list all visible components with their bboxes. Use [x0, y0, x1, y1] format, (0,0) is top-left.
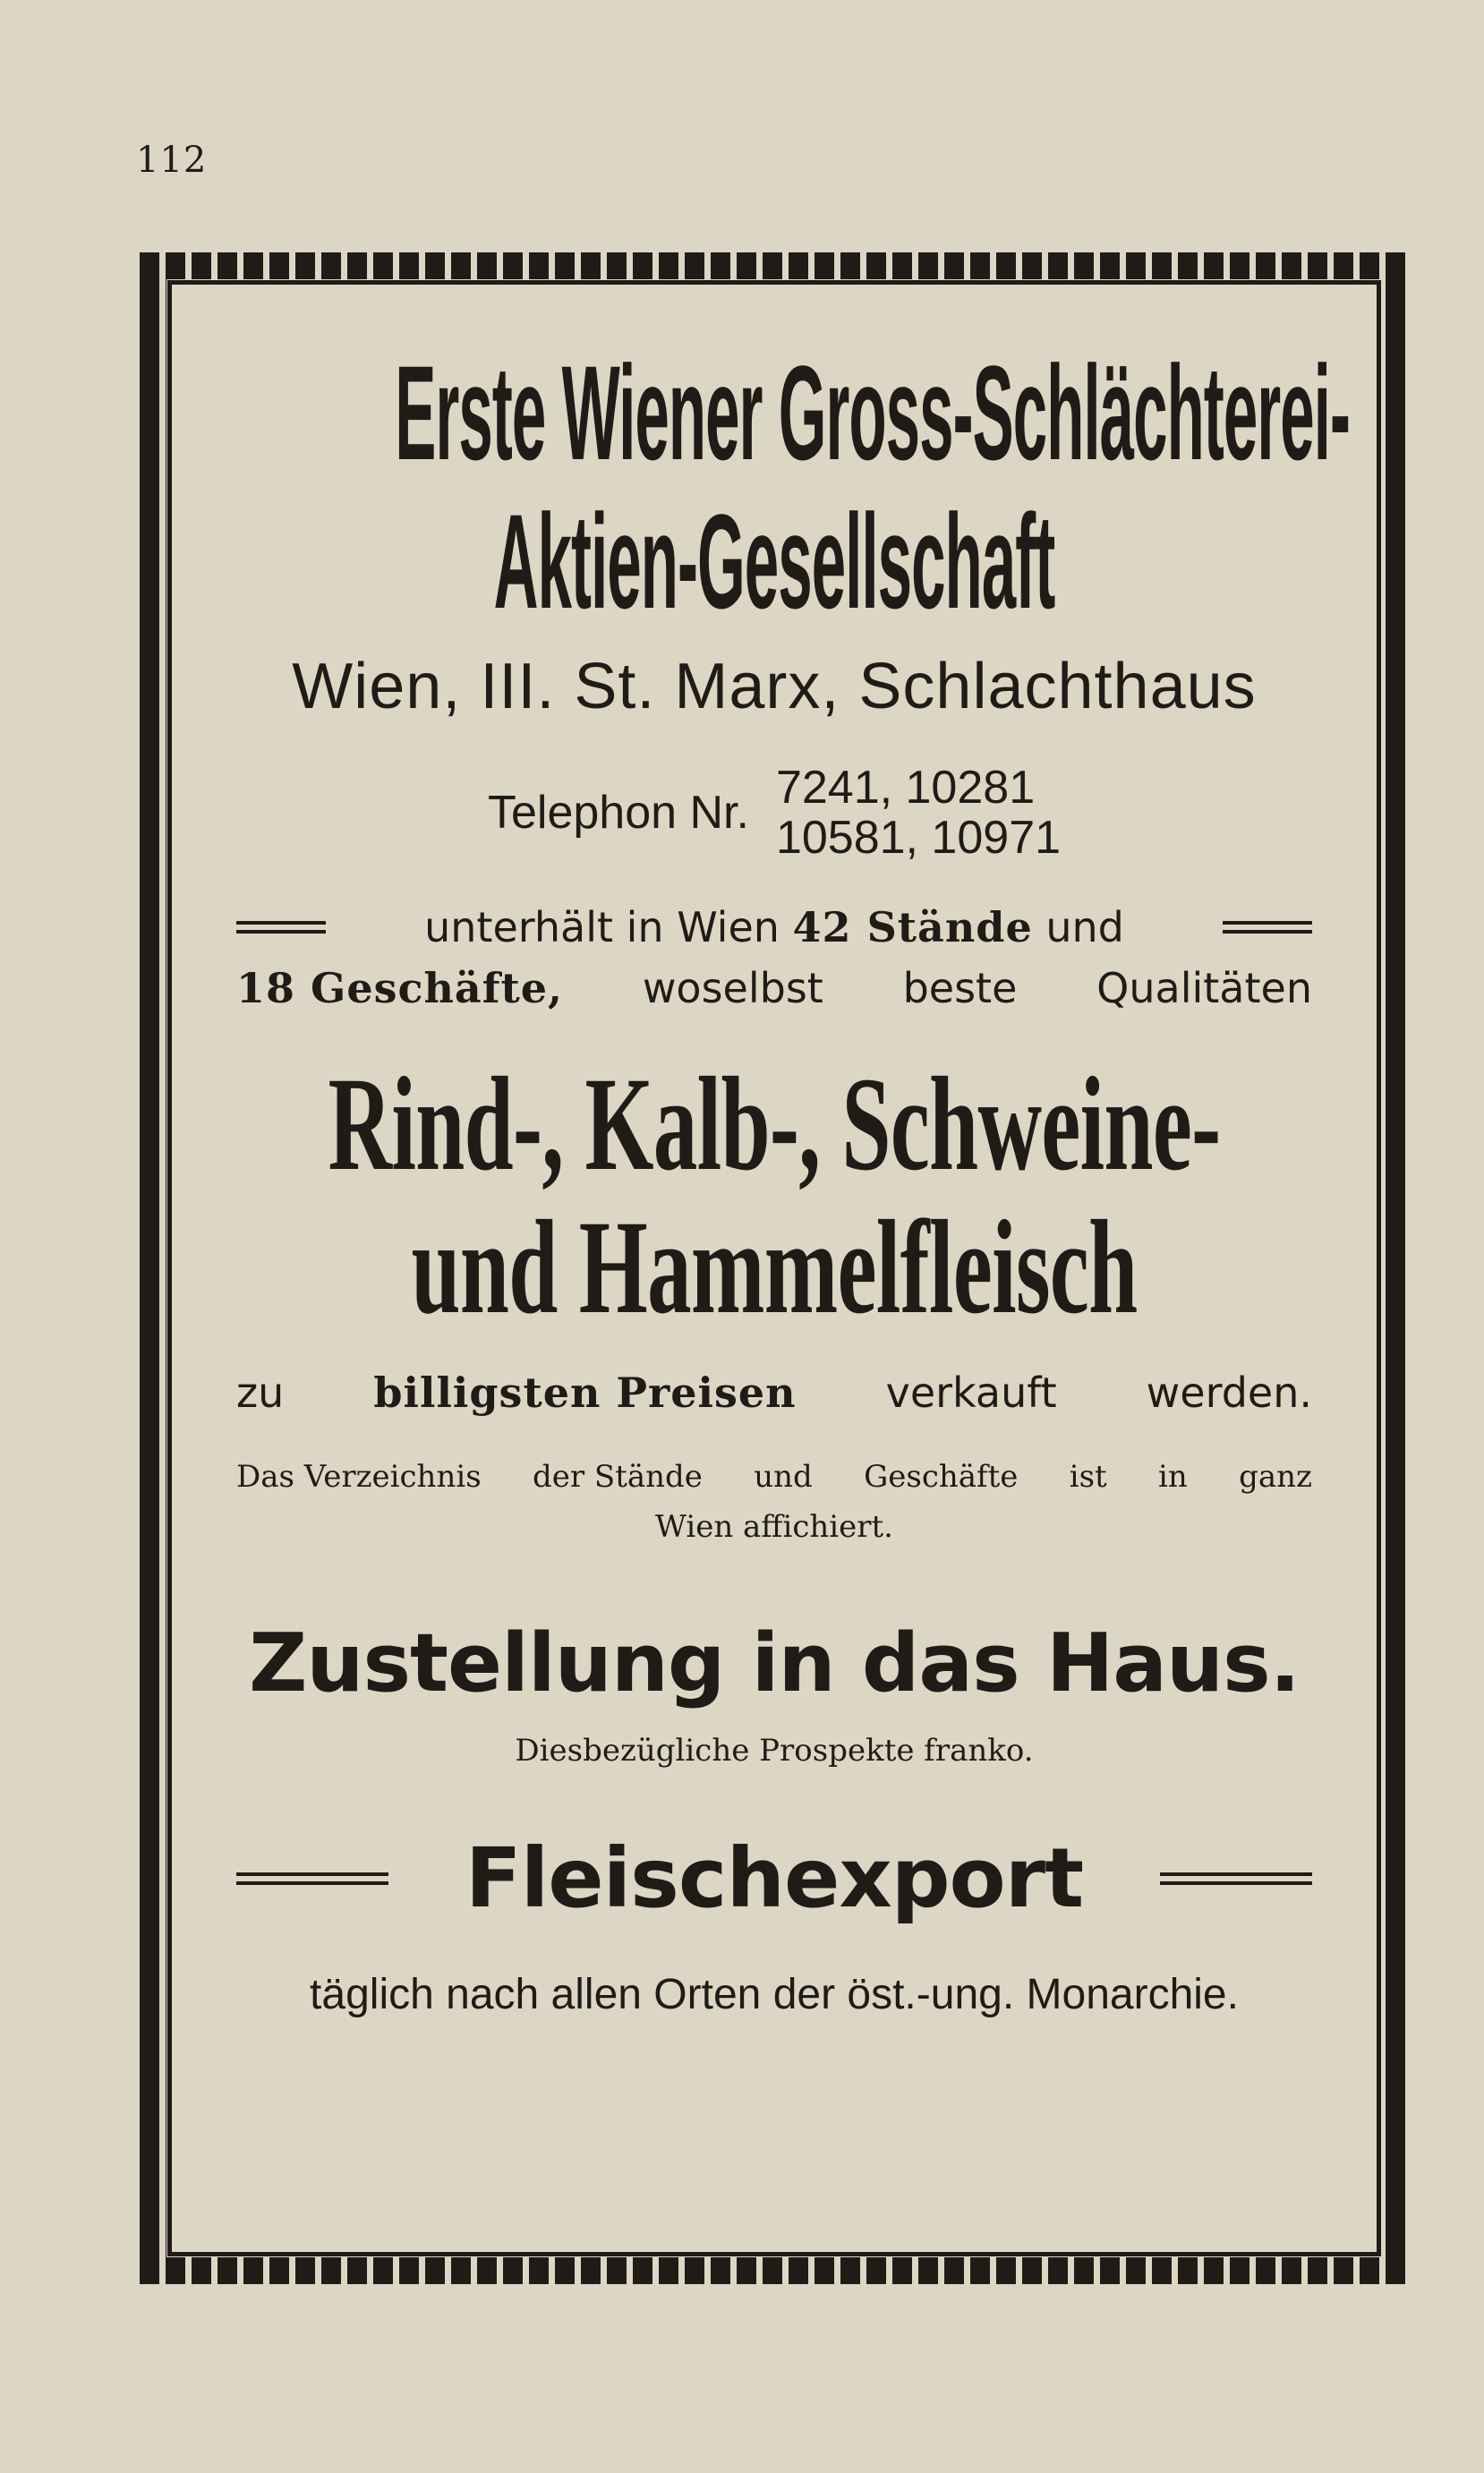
- price-text-d: werden.: [1146, 1369, 1312, 1417]
- note-word: ist: [1069, 1459, 1107, 1495]
- double-rule-right: [1160, 1872, 1312, 1885]
- export-line: [236, 1829, 1312, 1928]
- telephone-numbers: [776, 763, 1061, 863]
- page-number: 112: [136, 140, 208, 181]
- note-word: und: [754, 1459, 813, 1495]
- advertisement: [172, 285, 1377, 2252]
- meat-types-line2: und Hammelfleisch: [411, 1193, 1138, 1342]
- double-rule-left: [236, 1872, 388, 1885]
- telephone-numbers-line2: 10581, 10971: [775, 812, 1062, 864]
- shops-text-d: Qualitäten: [1096, 964, 1312, 1012]
- stands-text-c: und: [1045, 903, 1124, 951]
- note-word: ganz: [1239, 1459, 1312, 1495]
- shops-count: 18 Geschäfte,: [236, 964, 564, 1012]
- delivery-heading: Zustellung in das Haus.: [249, 1616, 1300, 1710]
- stands-text-a: unterhält in Wien: [424, 903, 780, 951]
- note-word: Geschäfte: [864, 1459, 1019, 1495]
- note-word: der Stände: [532, 1459, 703, 1495]
- telephone-numbers-line1: 7241, 10281: [775, 762, 1036, 814]
- shops-text-c: beste: [902, 964, 1018, 1012]
- firm-name-line2: Aktien-Gesellschaft: [493, 486, 1055, 636]
- price-line: [236, 1364, 1312, 1421]
- note-word: in: [1158, 1459, 1188, 1495]
- note-word: Das Verzeichnis: [236, 1459, 482, 1495]
- export-heading: Fleischexport: [465, 1830, 1084, 1926]
- price-emphasis: billigsten Preisen: [373, 1369, 797, 1417]
- double-rule-left: [236, 921, 326, 934]
- directory-note-line1: [236, 1452, 1312, 1502]
- telephone: [236, 763, 1312, 863]
- stands-line: [236, 899, 1312, 956]
- price-text-c: verkauft: [885, 1369, 1057, 1417]
- shops-text-b: woselbst: [642, 964, 823, 1012]
- meat-types-line1: Rind-, Kalb-, Schweine-: [328, 1050, 1221, 1198]
- firm-name-line1: Erste Wiener Gross-Schlächterei-: [395, 337, 1351, 488]
- address: Wien, III. St. Marx, Schlachthaus: [292, 651, 1257, 722]
- export-destinations: täglich nach allen Orten der öst.-ung. Monarchie.: [310, 1971, 1239, 2018]
- stands-text: [424, 899, 1124, 956]
- double-rule-right: [1223, 921, 1312, 934]
- stands-count: 42 Stände: [792, 903, 1033, 951]
- price-text-a: zu: [236, 1369, 285, 1417]
- shops-line: [236, 959, 1312, 1017]
- directory-note-line2: Wien affichiert.: [654, 1509, 893, 1545]
- telephone-label: Telephon Nr.: [487, 787, 749, 839]
- prospect-note: Diesbezügliche Prospekte franko.: [515, 1733, 1034, 1769]
